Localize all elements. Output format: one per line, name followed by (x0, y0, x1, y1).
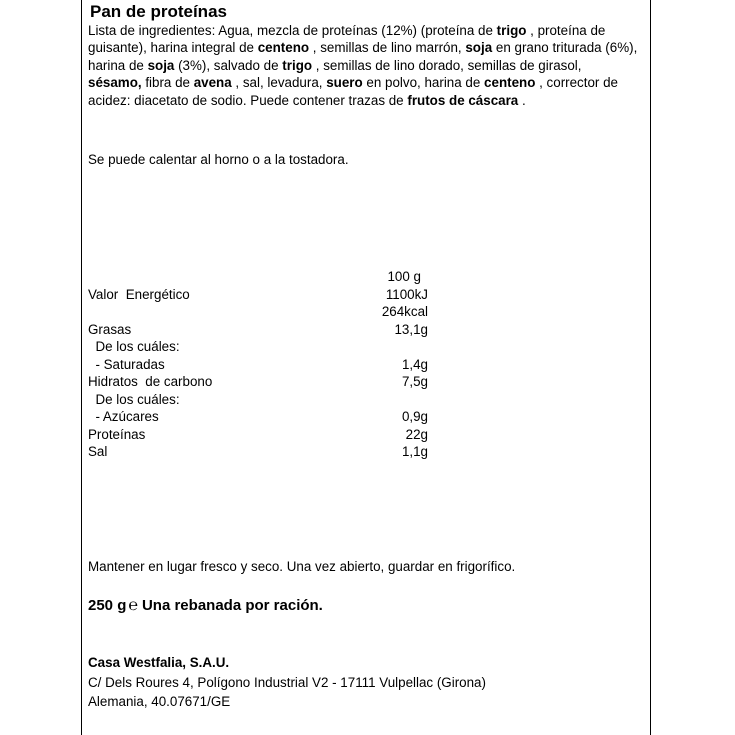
nutrition-row (88, 391, 488, 408)
allergen-text: soja (465, 40, 493, 56)
label-sheet (81, 0, 651, 735)
allergen-text: trigo (282, 57, 313, 73)
nutrient-label: Proteínas (88, 427, 146, 442)
allergen-text: centeno (257, 40, 310, 56)
estimated-sign-icon: ℮ (128, 597, 138, 614)
nutrition-row (88, 408, 488, 425)
allergen-text: frutos de cáscara (407, 92, 519, 108)
nutrient-label: Hidratos de carbono (88, 374, 213, 389)
ingredient-text: en polvo, harina de (362, 75, 485, 91)
ingredients-list (88, 22, 638, 109)
serving-note: Una rebanada por ración. (141, 597, 323, 614)
company-country-registry: Alemania, 40.07671/GE (88, 694, 231, 709)
nutrient-label: - Saturadas (88, 357, 165, 372)
nutrition-row (88, 338, 488, 355)
nutrient-value: 7,5g (401, 374, 428, 389)
nutrition-row (88, 356, 488, 373)
nutrient-label: Grasas (88, 322, 132, 337)
product-title: Pan de proteínas (90, 2, 227, 21)
nutrient-label: De los cuáles: (88, 392, 180, 407)
nutrient-label: De los cuáles: (88, 339, 180, 354)
nutrition-row (88, 373, 488, 390)
nutrition-row (88, 443, 488, 460)
nutrition-row (88, 321, 488, 338)
allergen-text: centeno (484, 75, 536, 91)
storage-instructions: Mantener en lugar fresco y seco. Una vez abierto, guardar en frigorífico. (88, 559, 516, 574)
nutrient-value: 1,4g (401, 357, 428, 372)
nutrition-header-row (88, 268, 488, 285)
net-weight-line (88, 597, 323, 615)
ingredient-text: Lista de ingredientes: Agua, mezcla de proteínas (12%) (proteína de (88, 23, 497, 38)
nutrient-label: - Azúcares (88, 409, 159, 424)
allergen-text: suero (326, 75, 363, 91)
allergen-text: avena (193, 75, 232, 91)
ingredient-text: . (518, 92, 526, 108)
ingredient-text: , corrector de acidez: diacetato de sodio. Puede contener trazas de (88, 75, 618, 108)
nutrient-label: Valor Energético (88, 287, 190, 302)
ingredient-text: , sal, levadura, (231, 75, 327, 91)
net-weight: 250 g (88, 597, 127, 614)
ingredient-text: (3%), salvado de (174, 57, 283, 73)
nutrient-value: 22g (405, 427, 428, 442)
ingredient-text: , semillas de lino dorado, semillas de girasol, (312, 57, 582, 73)
nutrition-row (88, 426, 488, 443)
nutrient-value: 1,1g (401, 444, 428, 459)
nutrient-label: Sal (88, 444, 108, 459)
allergen-text: trigo (496, 23, 527, 38)
nutrient-value: 264kcal (381, 304, 428, 319)
per-100g-header: 100 g (387, 269, 421, 284)
nutrition-row (88, 286, 488, 303)
ingredient-text: , semillas de lino marrón, (309, 40, 466, 56)
ingredient-text: , proteína de guisante), harina integral de (88, 23, 606, 56)
nutrient-value: 1100kJ (385, 287, 428, 302)
nutrient-value: 13,1g (394, 322, 428, 337)
company-address: C/ Dels Roures 4, Polígono Industrial V2 - 17111 Vulpellac (Girona) (88, 675, 486, 690)
allergen-text: soja (147, 57, 175, 73)
ingredient-text: fibra de (141, 75, 194, 91)
nutrition-row (88, 303, 488, 320)
ingredient-text: en grano triturada (6%), harina de (88, 40, 638, 73)
allergen-text: sésamo, (88, 75, 142, 91)
company-name: Casa Westfalia, S.A.U. (88, 655, 230, 670)
heating-note: Se puede calentar al horno o a la tostadora. (88, 152, 349, 167)
nutrient-value: 0,9g (401, 409, 428, 424)
